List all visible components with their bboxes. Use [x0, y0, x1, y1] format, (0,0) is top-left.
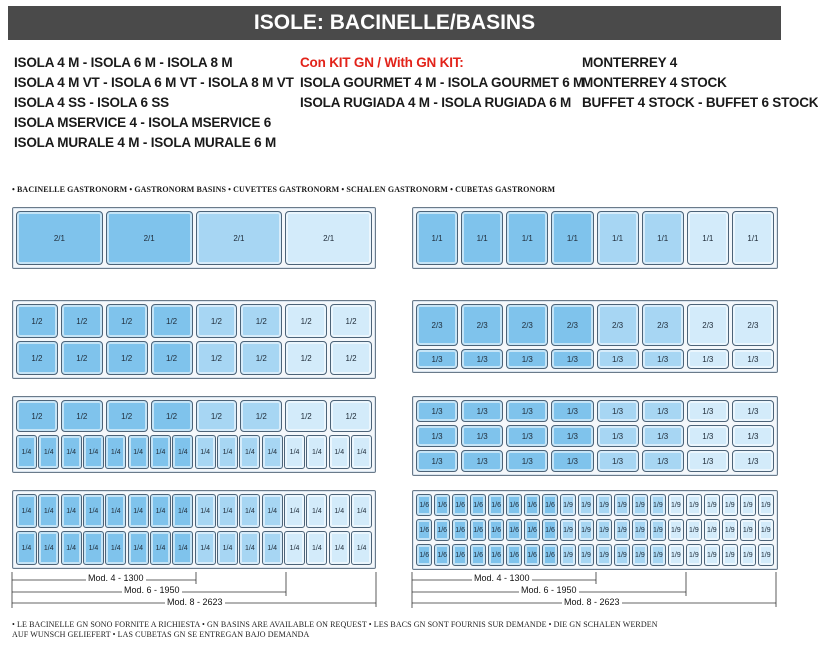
basin-1-3: 1/3 [461, 400, 503, 422]
basin-1-2: 1/2 [196, 341, 238, 375]
footer-note [12, 620, 782, 640]
model-line: MONTERREY 4 STOCK [582, 75, 727, 90]
basin-1-4: 1/4 [284, 435, 305, 469]
basin-1-4: 1/4 [217, 435, 238, 469]
basin-1-2: 1/2 [61, 400, 103, 432]
basin-1-9: 1/9 [722, 494, 738, 516]
basin-1-2: 1/2 [240, 341, 282, 375]
dim-mod4-right: Mod. 4 - 1300 [474, 573, 530, 583]
model-line: ISOLA MSERVICE 4 - ISOLA MSERVICE 6 [14, 115, 272, 130]
basin-1-3: 1/3 [506, 400, 548, 422]
basin-1-2: 1/2 [106, 400, 148, 432]
basin-tray-right-4 [412, 490, 778, 570]
basin-2-3: 2/3 [642, 304, 684, 346]
basin-1-9: 1/9 [668, 494, 684, 516]
model-line: ISOLA MURALE 4 M - ISOLA MURALE 6 M [14, 135, 276, 150]
basin-1-3: 1/3 [732, 425, 774, 447]
basin-1-6: 1/6 [452, 544, 468, 566]
basin-1-1: 1/1 [461, 211, 503, 265]
basin-2-3: 2/3 [416, 304, 458, 346]
basin-1-2: 1/2 [196, 304, 238, 338]
basin-1-1: 1/1 [416, 211, 458, 265]
basin-1-6: 1/6 [416, 519, 432, 541]
basin-1-2: 1/2 [16, 400, 58, 432]
model-line: ISOLA 4 M VT - ISOLA 6 M VT - ISOLA 8 M VT [14, 75, 294, 90]
basin-1-3: 1/3 [416, 450, 458, 472]
basin-1-3: 1/3 [687, 425, 729, 447]
basin-1-4: 1/4 [172, 435, 193, 469]
basin-1-4: 1/4 [306, 435, 327, 469]
basin-1-4: 1/4 [284, 494, 305, 528]
basin-1-3: 1/3 [642, 425, 684, 447]
basin-1-9: 1/9 [758, 494, 774, 516]
basin-1-1: 1/1 [687, 211, 729, 265]
basin-1-4: 1/4 [16, 494, 37, 528]
basin-1-4: 1/4 [351, 494, 372, 528]
basin-1-4: 1/4 [262, 494, 283, 528]
basin-1-4: 1/4 [83, 435, 104, 469]
basin-tray-right-3 [412, 396, 778, 476]
basin-1-2: 1/2 [16, 341, 58, 375]
basin-1-9: 1/9 [668, 544, 684, 566]
basin-1-9: 1/9 [632, 519, 648, 541]
basin-1-3: 1/3 [687, 450, 729, 472]
basin-1-2: 1/2 [285, 304, 327, 338]
basin-1-3: 1/3 [642, 450, 684, 472]
basin-2-1: 2/1 [285, 211, 372, 265]
basin-1-2: 1/2 [330, 304, 372, 338]
basin-1-4: 1/4 [128, 435, 149, 469]
basin-1-1: 1/1 [642, 211, 684, 265]
basin-1-6: 1/6 [542, 544, 558, 566]
basin-1-3: 1/3 [597, 450, 639, 472]
gn-kit-title: Con KIT GN / With GN KIT: [300, 55, 464, 70]
basin-tray-left-4 [12, 490, 376, 569]
basin-tray-right-2 [412, 300, 778, 373]
basin-1-9: 1/9 [614, 519, 630, 541]
basin-1-9: 1/9 [722, 519, 738, 541]
basin-1-1: 1/1 [551, 211, 593, 265]
basin-2-3: 2/3 [687, 304, 729, 346]
dim-mod6-right: Mod. 6 - 1950 [521, 585, 577, 595]
basin-1-2: 1/2 [61, 341, 103, 375]
basin-1-9: 1/9 [722, 544, 738, 566]
basin-1-6: 1/6 [470, 519, 486, 541]
basin-1-4: 1/4 [217, 531, 238, 565]
basin-1-4: 1/4 [61, 531, 82, 565]
basin-1-6: 1/6 [470, 544, 486, 566]
basin-1-9: 1/9 [578, 519, 594, 541]
basin-1-9: 1/9 [650, 519, 666, 541]
models-column-3 [582, 53, 818, 113]
basin-1-3: 1/3 [551, 450, 593, 472]
basin-1-3: 1/3 [416, 349, 458, 369]
basin-1-1: 1/1 [732, 211, 774, 265]
model-line: ISOLA 4 M - ISOLA 6 M - ISOLA 8 M [14, 55, 233, 70]
basin-1-3: 1/3 [642, 400, 684, 422]
model-line: ISOLA GOURMET 4 M - ISOLA GOURMET 6 M [300, 75, 585, 90]
basin-1-3: 1/3 [551, 400, 593, 422]
basin-1-2: 1/2 [330, 341, 372, 375]
basin-1-2: 1/2 [285, 341, 327, 375]
basin-1-2: 1/2 [151, 400, 193, 432]
basin-1-9: 1/9 [650, 494, 666, 516]
basin-1-4: 1/4 [105, 435, 126, 469]
basin-1-4: 1/4 [16, 531, 37, 565]
basin-1-6: 1/6 [524, 519, 540, 541]
basin-1-3: 1/3 [416, 425, 458, 447]
basin-1-4: 1/4 [128, 494, 149, 528]
basin-1-3: 1/3 [461, 425, 503, 447]
basin-1-3: 1/3 [506, 349, 548, 369]
basin-1-9: 1/9 [686, 544, 702, 566]
basin-1-9: 1/9 [668, 519, 684, 541]
basin-1-4: 1/4 [262, 531, 283, 565]
basin-1-4: 1/4 [351, 435, 372, 469]
basin-1-4: 1/4 [306, 531, 327, 565]
basin-1-6: 1/6 [488, 494, 504, 516]
basin-1-2: 1/2 [196, 400, 238, 432]
basin-1-3: 1/3 [597, 349, 639, 369]
basin-1-3: 1/3 [551, 349, 593, 369]
basin-1-3: 1/3 [732, 400, 774, 422]
basin-1-4: 1/4 [83, 531, 104, 565]
model-line: ISOLA RUGIADA 4 M - ISOLA RUGIADA 6 M [300, 95, 572, 110]
basin-1-2: 1/2 [240, 400, 282, 432]
basin-1-9: 1/9 [740, 494, 756, 516]
model-line: BUFFET 4 STOCK - BUFFET 6 STOCK [582, 95, 818, 110]
basin-1-6: 1/6 [434, 544, 450, 566]
basin-1-4: 1/4 [239, 494, 260, 528]
basin-1-6: 1/6 [488, 544, 504, 566]
basin-1-4: 1/4 [329, 435, 350, 469]
basin-1-3: 1/3 [506, 425, 548, 447]
basin-1-4: 1/4 [329, 531, 350, 565]
basin-1-3: 1/3 [642, 349, 684, 369]
basin-1-4: 1/4 [105, 494, 126, 528]
basin-1-9: 1/9 [632, 544, 648, 566]
basin-1-3: 1/3 [732, 450, 774, 472]
basin-1-9: 1/9 [686, 494, 702, 516]
basin-1-4: 1/4 [239, 435, 260, 469]
basin-1-4: 1/4 [128, 531, 149, 565]
basin-1-2: 1/2 [106, 341, 148, 375]
basin-1-4: 1/4 [38, 531, 59, 565]
basin-1-4: 1/4 [195, 531, 216, 565]
basin-1-3: 1/3 [597, 425, 639, 447]
page-title: ISOLE: BACINELLE/BASINS [8, 6, 781, 40]
dim-mod6-left: Mod. 6 - 1950 [124, 585, 180, 595]
basin-1-3: 1/3 [461, 349, 503, 369]
dim-mod8-right: Mod. 8 - 2623 [564, 597, 620, 607]
basin-1-6: 1/6 [488, 519, 504, 541]
basin-1-4: 1/4 [195, 435, 216, 469]
basin-1-6: 1/6 [434, 494, 450, 516]
basin-1-2: 1/2 [16, 304, 58, 338]
basin-types-line: • BACINELLE GASTRONORM • GASTRONORM BASINS • CUVETTES GASTRONORM • SCHALEN GASTRONORM • CUBETAS GASTRONORM [12, 185, 556, 194]
basin-1-2: 1/2 [151, 341, 193, 375]
basin-1-4: 1/4 [83, 494, 104, 528]
footer-line-1: • LE BACINELLE GN SONO FORNITE A RICHIESTA • GN BASINS ARE AVAILABLE ON REQUEST • LES BACS GN SONT FOURNIS SUR DEMANDE • DIE GN SCHALEN WERDEN [12, 620, 658, 629]
basin-2-1: 2/1 [196, 211, 283, 265]
basin-1-2: 1/2 [106, 304, 148, 338]
basin-1-2: 1/2 [240, 304, 282, 338]
basin-1-6: 1/6 [524, 494, 540, 516]
basin-1-4: 1/4 [172, 531, 193, 565]
basin-1-9: 1/9 [704, 519, 720, 541]
basin-1-4: 1/4 [150, 494, 171, 528]
basin-1-9: 1/9 [578, 544, 594, 566]
basin-1-4: 1/4 [61, 435, 82, 469]
basin-1-2: 1/2 [61, 304, 103, 338]
basin-1-9: 1/9 [704, 544, 720, 566]
basin-1-4: 1/4 [262, 435, 283, 469]
basin-1-9: 1/9 [740, 519, 756, 541]
basin-1-3: 1/3 [461, 450, 503, 472]
basin-1-9: 1/9 [650, 544, 666, 566]
basin-1-4: 1/4 [105, 531, 126, 565]
basin-1-6: 1/6 [506, 494, 522, 516]
basin-1-4: 1/4 [150, 531, 171, 565]
basin-tray-left-1 [12, 207, 376, 269]
basin-1-4: 1/4 [306, 494, 327, 528]
basin-1-4: 1/4 [172, 494, 193, 528]
basin-tray-left-3 [12, 396, 376, 473]
basin-1-2: 1/2 [285, 400, 327, 432]
models-column-1 [14, 53, 294, 153]
basin-1-3: 1/3 [597, 400, 639, 422]
basin-1-9: 1/9 [758, 544, 774, 566]
basin-tray-left-2 [12, 300, 376, 379]
basin-1-6: 1/6 [542, 519, 558, 541]
basin-2-3: 2/3 [551, 304, 593, 346]
basin-1-3: 1/3 [551, 425, 593, 447]
basin-1-9: 1/9 [596, 544, 612, 566]
dim-mod4-left: Mod. 4 - 1300 [88, 573, 144, 583]
basin-1-4: 1/4 [150, 435, 171, 469]
basin-1-9: 1/9 [758, 519, 774, 541]
basin-2-1: 2/1 [16, 211, 103, 265]
basin-2-3: 2/3 [461, 304, 503, 346]
basin-1-6: 1/6 [506, 544, 522, 566]
model-line: MONTERREY 4 [582, 55, 678, 70]
basin-1-6: 1/6 [434, 519, 450, 541]
basin-1-4: 1/4 [16, 435, 37, 469]
basin-2-1: 2/1 [106, 211, 193, 265]
basin-1-4: 1/4 [38, 494, 59, 528]
basin-1-3: 1/3 [506, 450, 548, 472]
basin-1-6: 1/6 [452, 519, 468, 541]
footer-line-2: AUF WUNSCH GELIEFERT • LAS CUBETAS GN SE ENTREGAN BAJO DEMANDA [12, 630, 310, 639]
basin-1-4: 1/4 [351, 531, 372, 565]
model-line: ISOLA 4 SS - ISOLA 6 SS [14, 95, 169, 110]
basin-1-2: 1/2 [151, 304, 193, 338]
basin-1-6: 1/6 [524, 544, 540, 566]
basin-1-9: 1/9 [596, 494, 612, 516]
basin-1-4: 1/4 [329, 494, 350, 528]
basin-1-6: 1/6 [506, 519, 522, 541]
basin-1-2: 1/2 [330, 400, 372, 432]
basin-2-3: 2/3 [597, 304, 639, 346]
basin-1-9: 1/9 [596, 519, 612, 541]
basin-1-6: 1/6 [416, 544, 432, 566]
basin-1-4: 1/4 [239, 531, 260, 565]
basin-1-6: 1/6 [416, 494, 432, 516]
basin-1-3: 1/3 [687, 349, 729, 369]
basin-1-3: 1/3 [732, 349, 774, 369]
basin-1-4: 1/4 [61, 494, 82, 528]
basin-2-3: 2/3 [506, 304, 548, 346]
basin-1-1: 1/1 [506, 211, 548, 265]
basin-1-9: 1/9 [614, 544, 630, 566]
basin-1-9: 1/9 [614, 494, 630, 516]
dim-mod8-left: Mod. 8 - 2623 [167, 597, 223, 607]
basin-1-4: 1/4 [284, 531, 305, 565]
basin-1-4: 1/4 [195, 494, 216, 528]
basin-1-9: 1/9 [686, 519, 702, 541]
basin-1-9: 1/9 [560, 494, 576, 516]
models-column-2 [300, 53, 584, 113]
basin-tray-right-1 [412, 207, 778, 269]
basin-1-9: 1/9 [632, 494, 648, 516]
basin-1-4: 1/4 [38, 435, 59, 469]
basin-1-9: 1/9 [560, 544, 576, 566]
basin-1-3: 1/3 [416, 400, 458, 422]
basin-1-6: 1/6 [470, 494, 486, 516]
basin-1-6: 1/6 [542, 494, 558, 516]
basin-1-1: 1/1 [597, 211, 639, 265]
basin-1-9: 1/9 [740, 544, 756, 566]
basin-1-3: 1/3 [687, 400, 729, 422]
basin-1-6: 1/6 [452, 494, 468, 516]
basin-2-3: 2/3 [732, 304, 774, 346]
basin-1-9: 1/9 [578, 494, 594, 516]
basin-1-9: 1/9 [704, 494, 720, 516]
basin-1-9: 1/9 [560, 519, 576, 541]
basin-1-4: 1/4 [217, 494, 238, 528]
